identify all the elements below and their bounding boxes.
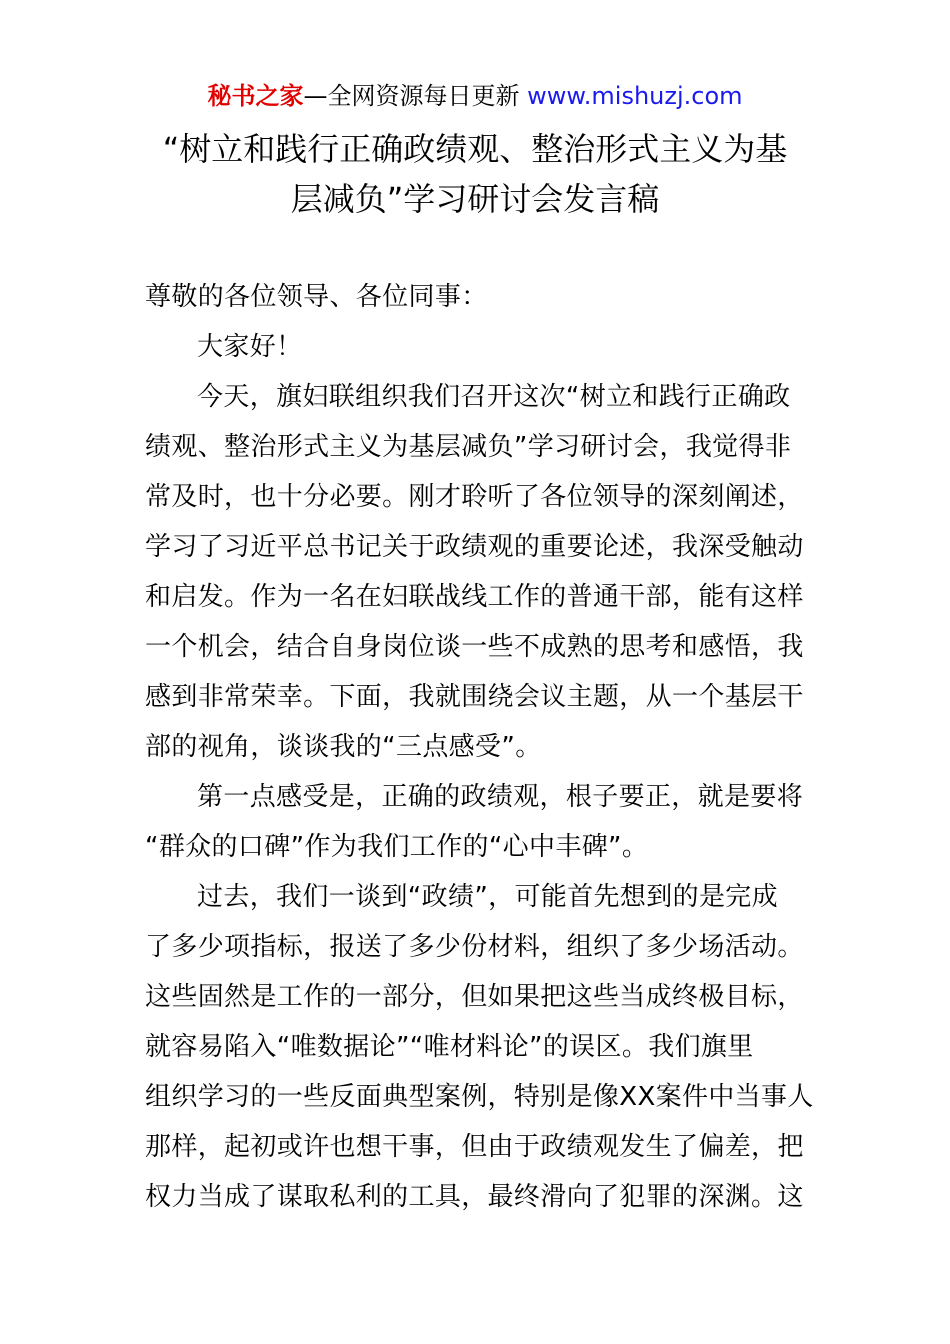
- body-line: 这些固然是工作的一部分，但如果把这些当成终极目标，: [145, 982, 804, 1012]
- body-line: 组织学习的一些反面典型案例，特别是像XX案件中当事人: [145, 1082, 814, 1112]
- document-body: [145, 272, 814, 1222]
- body-line: 学习了习近平总书记关于政绩观的重要论述，我深受触动: [145, 532, 804, 562]
- body-line: 绩观、整治形式主义为基层减负”学习研讨会，我觉得非: [145, 432, 792, 462]
- body-line: “群众的口碑”作为我们工作的“心中丰碑”。: [145, 832, 649, 862]
- title-line: 层减负”学习研讨会发言稿: [290, 180, 660, 218]
- body-line: 权力当成了谋取私利的工具，最终滑向了犯罪的深渊。这: [145, 1182, 804, 1212]
- site-url-link[interactable]: www.mishuzj.com: [527, 82, 743, 110]
- body-line: 了多少项指标，报送了多少份材料，组织了多少场活动。: [145, 932, 804, 962]
- body-line: 常及时，也十分必要。刚才聆听了各位领导的深刻阐述，: [145, 482, 804, 512]
- body-line: 和启发。作为一名在妇联战线工作的普通干部，能有这样: [145, 582, 804, 612]
- site-slogan: —全网资源每日更新: [303, 82, 520, 110]
- body-line: 今天，旗妇联组织我们召开这次“树立和践行正确政: [197, 382, 791, 412]
- body-line: 就容易陷入“唯数据论”“唯材料论”的误区。我们旗里: [145, 1032, 754, 1062]
- title-line: “树立和践行正确政绩观、整治形式主义为基: [162, 130, 788, 168]
- site-name: 秘书之家: [207, 82, 304, 110]
- body-line: 一个机会，结合自身岗位谈一些不成熟的思考和感悟，我: [145, 632, 804, 662]
- greeting: 大家好！: [197, 332, 303, 362]
- body-line: 过去，我们一谈到“政绩”，可能首先想到的是完成: [197, 882, 778, 912]
- body-line: 那样，起初或许也想干事，但由于政绩观发生了偏差，把: [145, 1132, 804, 1162]
- body-line: 部的视角，谈谈我的“三点感受”。: [145, 732, 542, 762]
- body-line: 第一点感受是，正确的政绩观，根子要正，就是要将: [197, 782, 804, 812]
- document-title: [130, 124, 820, 224]
- site-header: [0, 78, 950, 114]
- salutation: 尊敬的各位领导、各位同事：: [145, 282, 488, 312]
- body-line: 感到非常荣幸。下面，我就围绕会议主题，从一个基层干: [145, 682, 804, 712]
